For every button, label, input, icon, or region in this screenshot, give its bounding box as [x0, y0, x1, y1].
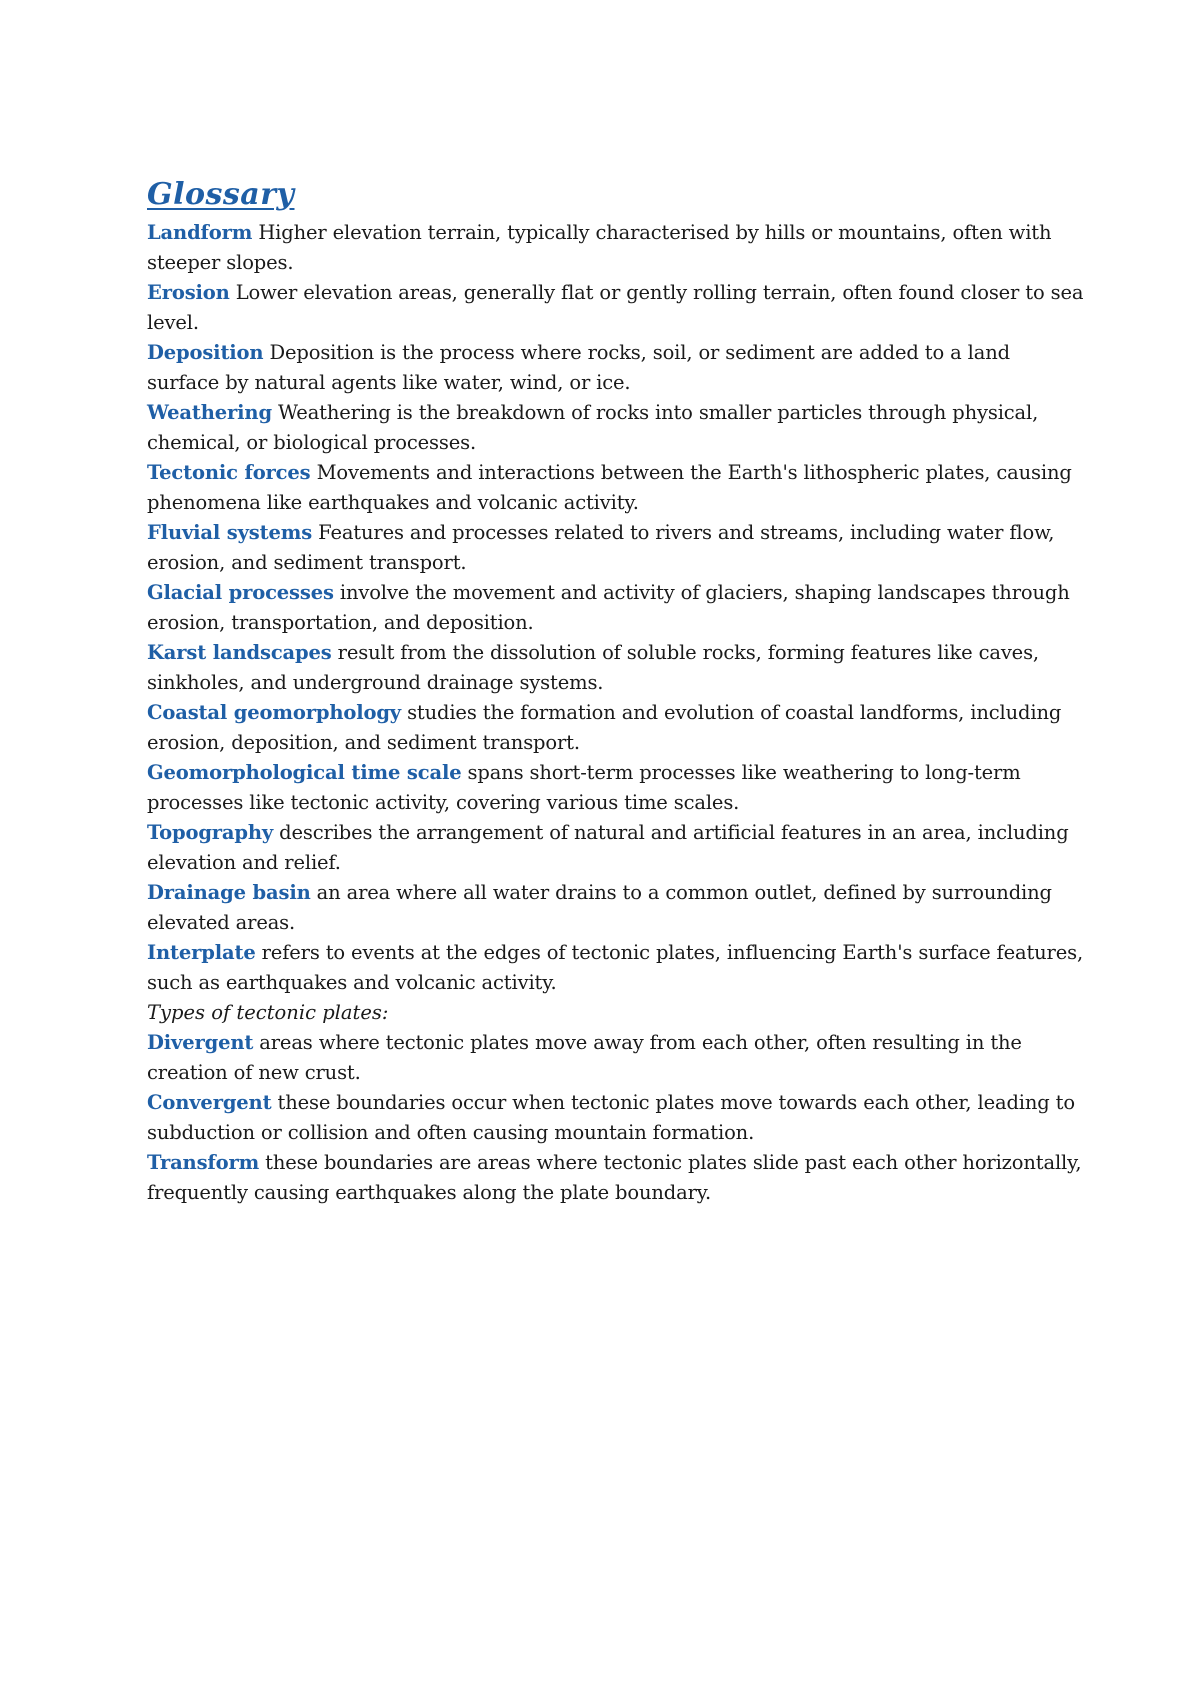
glossary-definition: Movements and interactions between the Earth's lithospheric plates, causing phenomena like earthquakes and volcanic activity.	[147, 461, 1072, 514]
glossary-term: Coastal geomorphology	[147, 701, 401, 724]
glossary-term: Convergent	[147, 1091, 272, 1114]
glossary-definition: result from the dissolution of soluble rocks, forming features like caves, sinkholes, and underground drainage systems.	[147, 641, 1039, 694]
section-subheading: Types of tectonic plates:	[147, 1001, 389, 1024]
glossary-definition: Lower elevation areas, generally flat or gently rolling terrain, often found closer to sea level.	[147, 281, 1084, 334]
glossary-definition: refers to events at the edges of tectonic plates, influencing Earth's surface features, such as earthquakes and volcanic activity.	[147, 941, 1084, 994]
glossary-entry	[147, 878, 1087, 938]
glossary-definition: Deposition is the process where rocks, soil, or sediment are added to a land surface by natural agents like water, wind, or ice.	[147, 341, 1010, 394]
glossary-term: Karst landscapes	[147, 641, 332, 664]
glossary-entry	[147, 398, 1087, 458]
glossary-definition: these boundaries are areas where tectonic plates slide past each other horizontally, frequently causing earthquakes along the plate boundary.	[147, 1151, 1082, 1204]
glossary-definition: Weathering is the breakdown of rocks into smaller particles through physical, chemical, or biological processes.	[147, 401, 1039, 454]
glossary-term: Transform	[147, 1151, 260, 1174]
glossary-term: Weathering	[147, 401, 272, 424]
glossary-entry	[147, 278, 1087, 338]
glossary-entry	[147, 638, 1087, 698]
glossary-entry	[147, 698, 1087, 758]
glossary-entry	[147, 1148, 1087, 1208]
glossary-definition: these boundaries occur when tectonic plates move towards each other, leading to subduction or collision and often causing mountain formation.	[147, 1091, 1075, 1144]
glossary-definition: Higher elevation terrain, typically characterised by hills or mountains, often with steeper slopes.	[147, 221, 1052, 274]
glossary-term: Topography	[147, 821, 274, 844]
glossary-term: Deposition	[147, 341, 264, 364]
page-title: Glossary	[147, 177, 295, 212]
glossary-entry	[147, 1088, 1087, 1148]
glossary-definition: an area where all water drains to a common outlet, defined by surrounding elevated areas.	[147, 881, 1052, 934]
glossary-entry	[147, 758, 1087, 818]
glossary-definition: describes the arrangement of natural and artificial features in an area, including elevation and relief.	[147, 821, 1069, 874]
glossary-page	[147, 176, 1087, 1208]
glossary-term: Drainage basin	[147, 881, 311, 904]
glossary-entry	[147, 458, 1087, 518]
glossary-definition: involve the movement and activity of glaciers, shaping landscapes through erosion, transportation, and deposition.	[147, 581, 1070, 634]
glossary-entry	[147, 578, 1087, 638]
glossary-term: Divergent	[147, 1031, 254, 1054]
glossary-entry	[147, 938, 1087, 998]
glossary-term: Landform	[147, 221, 253, 244]
glossary-term: Fluvial systems	[147, 521, 313, 544]
glossary-term: Interplate	[147, 941, 256, 964]
glossary-entry	[147, 1028, 1087, 1088]
glossary-term: Erosion	[147, 281, 230, 304]
glossary-term: Geomorphological time scale	[147, 761, 462, 784]
glossary-entry	[147, 518, 1087, 578]
glossary-definition: studies the formation and evolution of coastal landforms, including erosion, deposition, and sediment transport.	[147, 701, 1062, 754]
glossary-definition: Features and processes related to rivers and streams, including water flow, erosion, and sediment transport.	[147, 521, 1055, 574]
glossary-definition: spans short-term processes like weathering to long-term processes like tectonic activity, covering various time scales.	[147, 761, 1021, 814]
glossary-term: Glacial processes	[147, 581, 334, 604]
glossary-term: Tectonic forces	[147, 461, 311, 484]
glossary-entry	[147, 818, 1087, 878]
glossary-entry	[147, 218, 1087, 278]
glossary-definition: areas where tectonic plates move away from each other, often resulting in the creation of new crust.	[147, 1031, 1022, 1084]
glossary-entry	[147, 338, 1087, 398]
